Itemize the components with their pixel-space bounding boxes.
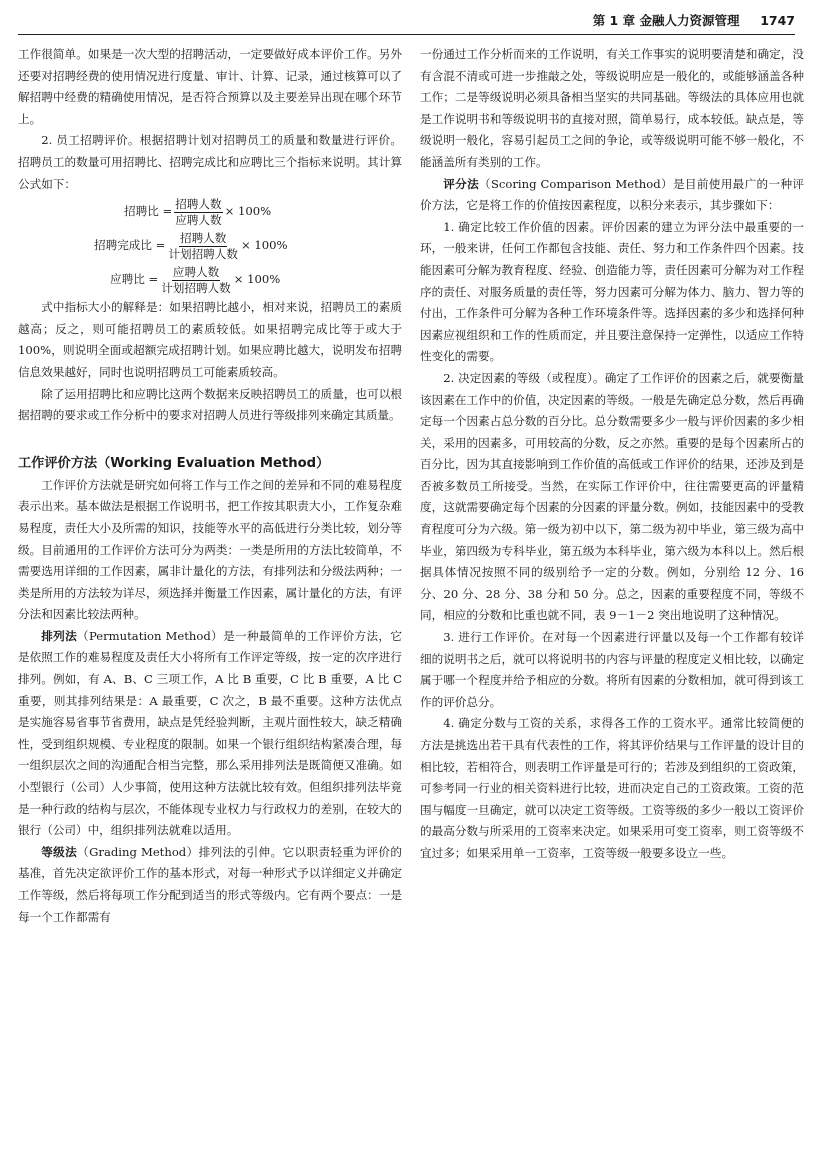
formula-lhs: 应聘比 = — [110, 272, 159, 287]
fraction-denominator: 应聘人数 — [175, 212, 222, 227]
term-scoring: 评分法 — [443, 176, 480, 191]
paragraph: 2. 员工招聘评价。根据招聘计划对招聘员工的质量和数量进行评价。招聘员工的数量可用招聘比、招聘完成比和应聘比三个指标来说明。其计算公式如下： — [18, 133, 402, 191]
paragraph-body: 是目前使用最广的一种评价方法，它是将工作的价值按因素程度，以积分来表示，其步骤如下： — [420, 176, 804, 213]
paragraph: 一份通过工作分析而来的工作说明，有关工作事实的说明要清楚和确定，没有含混不清或可进一步推敲之处，等级说明应是一般化的，或能够涵盖各种工作；二是等级说明必须具备相当坚实的共同基础。等级法的具体应用也就是工作说明书和等级说明书的直接对照，简单易行，成本较低。缺点是，等级说明一般化，容易引起员工之间的争论，或等级说明可能不够一般化，不能涵盖所有类别的工作。 — [420, 47, 804, 169]
formula-lhs: 招聘比 = — [124, 204, 173, 219]
fraction-numerator: 招聘人数 — [175, 196, 222, 211]
term-english: （Permutation Method） — [77, 628, 224, 643]
paragraph — [420, 174, 804, 217]
paragraph — [18, 626, 402, 842]
left-column — [18, 44, 402, 928]
paragraph: 工作很简单。如果是一次大型的招聘活动，一定要做好成本评价工作。另外还要对招聘经费的使用情况进行度量、审计、计算、记录，通过核算可以了解招聘中经费的精确使用情况，是否符合预算以及主要差异出现在哪个环节上。 — [18, 47, 402, 126]
chapter-title: 金融人力资源管理 — [639, 13, 740, 28]
term-grading: 等级法 — [41, 844, 78, 859]
fraction-numerator: 招聘人数 — [179, 230, 227, 245]
fraction — [174, 197, 222, 228]
paragraph: 1. 确定比较工作价值的因素。评价因素的建立为评分法中最重要的一环，一般来讲，任何工作都包含技能、责任、努力和工作条件四个因素。技能因素可分解为教育程度、经验、创造能力等，责任因素可分解为对工作程序的责任、对服务质量的责任等，努力因素可分解为体力、脑力、智力等的付出，工作条件可分解为各种工作环境条件等。选择因素的多少和选择何种因素应视组织和工作的性质而定，并且要注意保持一定弹性，以适应工作特性变化的需要。 — [420, 219, 804, 364]
formula-application-ratio — [18, 263, 402, 297]
formula-lhs: 招聘完成比 = — [94, 238, 166, 253]
paragraph-body: 是一种最简单的工作评价方法，它是依照工作的难易程度及责任大小将所有工作评定等级，按一定的次序进行排列。例如，有 A、B、C 三项工作，A 比 B 重要，C 比 B 重要，A 比 C 重要，则其排列结果是：A 最重要，C 次之，B 最不重要。这种方法优点是实施容易省事节省费用，缺点是凭经验判断，主观片面性较大，缺乏精确性，受到组织规模、专业程度的限制。如果一个银行组织结构紧凑合理，每一组织层次之间的沟通配合相当完整，那么采用排列法是既简便又准确。如小型银行（公司）人少事简，使用这种方法就比较有效。但组织排列法毕竟是一种行政的结构与层次，不能体现专业权力与行政权力的差别，在较大的银行（公司）中，组织排列法就难以适用。 — [18, 628, 402, 838]
formula-multiplier: × 100% — [224, 204, 272, 219]
formula-multiplier: × 100% — [240, 238, 288, 253]
fraction-denominator: 计划招聘人数 — [168, 246, 238, 261]
page-number: 1747 — [760, 13, 795, 28]
term-english: （Scoring Comparison Method） — [479, 176, 673, 191]
paragraph: 工作评价方法就是研究如何将工作与工作之间的差异和不同的难易程度表示出来。基本做法是根据工作说明书，把工作按其职责大小，工作复杂难易程度，责任大小及所需的知识，技能等水平的高低进行分类比较，划分等级。目前通用的工作评价方法可分为两类：一类是所用的方法比较简单，不需要选用详细的工作因素，属非计量化的方法，有排列法和分级法两种；一类是所用的方法较为详尽，须选择并衡量工作因素，属计量化的方法，有评分法和因素比较法两种。 — [18, 477, 402, 622]
section-title: 工作评价方法（Working Evaluation Method） — [18, 455, 330, 471]
formula-completion-ratio — [18, 229, 402, 263]
running-header — [18, 10, 795, 35]
fraction — [160, 265, 232, 296]
chapter-number: 第 1 章 — [592, 13, 636, 28]
paragraph: 除了运用招聘比和应聘比这两个数据来反映招聘员工的质量，也可以根据招聘的要求或工作分析中的要求对招聘人员进行等级排列来确定其质量。 — [18, 386, 402, 423]
paragraph: 2. 决定因素的等级（或程度）。确定了工作评价的因素之后，就要衡量该因素在工作中的价值，决定因素的等级。一般是先确定总分数，然后再确定每一个因素占总分数的百分比。总分数需要多少一般与评价因素的多少相关，采用的因素多，可用较高的分数，反之亦然。重要的是每个因素所占的百分比，因为其直接影响到工作价值的高低或工作评价的结果，还涉及到是否被多数员工所接受。当然，在实际工作评价中，往往需要更高的评量精度，这就需要确定每个因素的分因素的评量分数。例如，技能因素中的受教育程度可分为六级。第一级为初中以下，第二级为初中毕业，第三级为高中毕业，第四级为专科毕业，第五级为本科毕业，第六级为本科以上。然后根据具体情况按照不同的级别给予一定的分数。例如，分别给 12 分、16 分、20 分、28 分、38 分和 50 分。总之，因素的重要程度不同，等级不同，相应的分数和比重也就不同，表 9－1－2 突出地说明了这种情况。 — [420, 370, 804, 623]
term-permutation: 排列法 — [41, 628, 78, 643]
paragraph: 式中指标大小的解释是：如果招聘比越小，相对来说，招聘员工的素质越高；反之，则可能招聘员工的素质较低。如果招聘完成比等于或大于 100%，则说明全面或超额完成招聘计划。如果应聘比越大，说明发布招聘信息效果越好，同时也说明招聘员工可能素质较高。 — [18, 300, 402, 379]
paragraph-body: 排列法的引伸。它以职责轻重为评价的基准，首先决定欲评价工作的基本形式，对每一种形式予以详细定义并确定工作等级，然后将每项工作分配到适当的形式等级内。它有两个要点：一是每一个工作都需有 — [18, 844, 402, 924]
paragraph: 3. 进行工作评价。在对每一个因素进行评量以及每一个工作都有较详细的说明书之后，就可以将说明书的内容与评量的程度定义相比较，以确定属于哪一个程度并给予相应的分数。将所有因素的分数相加，就可得到该工作的评价总分。 — [420, 630, 804, 709]
fraction — [167, 231, 239, 262]
fraction-denominator: 计划招聘人数 — [161, 280, 231, 295]
right-column — [420, 44, 804, 865]
formula-recruitment-ratio — [18, 195, 402, 229]
paragraph — [18, 842, 402, 928]
formula-multiplier: × 100% — [233, 272, 281, 287]
term-english: （Grading Method） — [77, 844, 199, 859]
fraction-numerator: 应聘人数 — [172, 264, 220, 279]
paragraph: 4. 确定分数与工资的关系，求得各工作的工资水平。通常比较简便的方法是挑选出若干具有代表性的工作，将其评价结果与工作评量的设计目的相比较，若相符合，则表明工作评量是可行的；若涉及到组织的工资政策，可参考同一行业的相关资料进行比较，进而决定自己的工资政策。工资的范围与幅度一旦确定，就可以决定工资等级。工资等级的多少一般以工资评价的最高分数与所采用的工资率来决定。如果采用可变工资率，则工资等级不宜过多；如果采用单一工资率，工资等级一般要多设立一些。 — [420, 716, 804, 860]
